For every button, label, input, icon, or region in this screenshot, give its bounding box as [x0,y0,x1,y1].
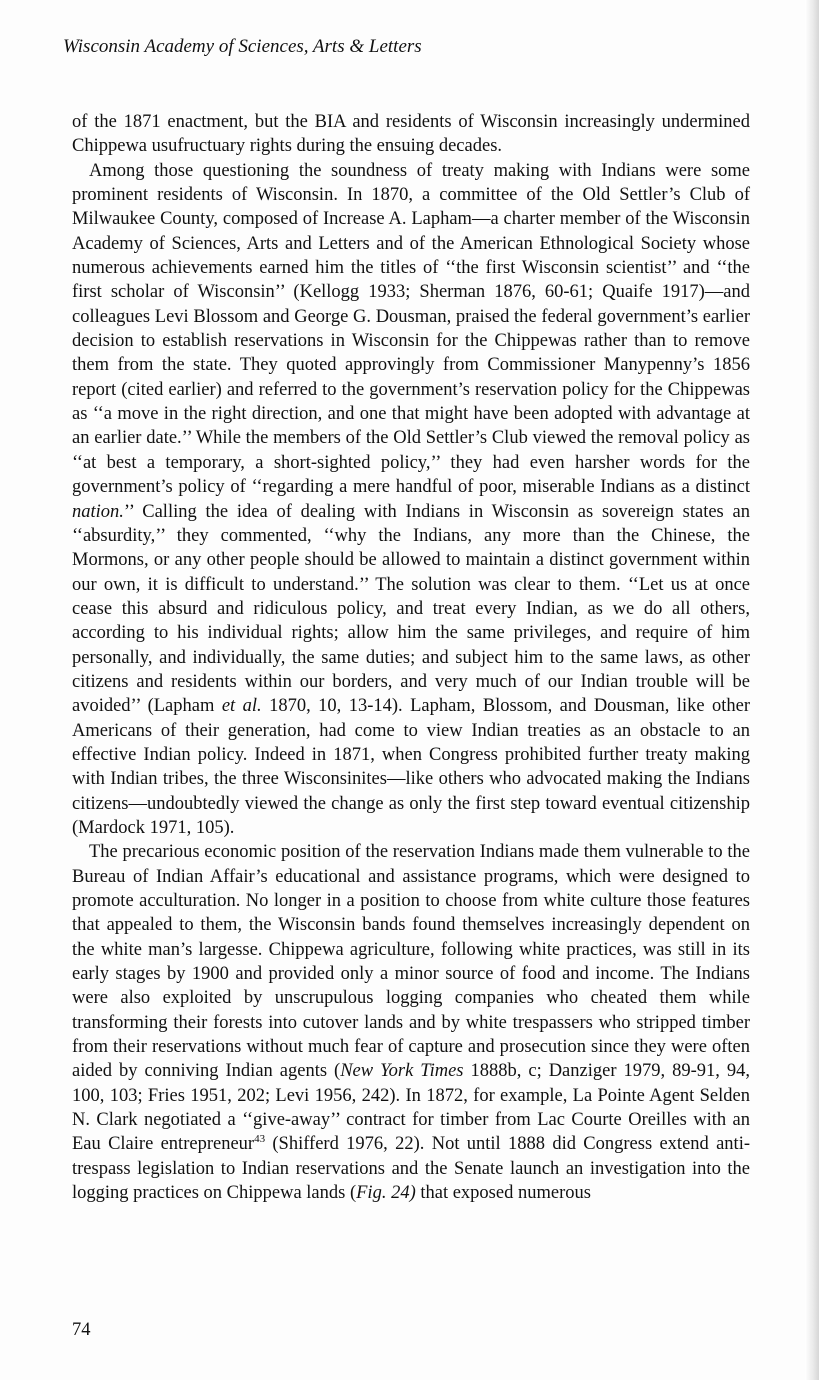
text-run: The precarious economic position of the reservation Indians made them vulnerable to the Bureau of Indian Affair’s educational and assistance programs, which were designed to promote acculturation. No longer in a position to choose from white culture those features that appealed to them, the Wisconsin bands found themselves increasingly dependent on the white man’s largesse. Chippewa agriculture, following white practices, was still in its early stages by 1900 and provided only a minor source of food and income. The Indians were also exploited by unscrupulous logging companies who cheated them while transforming their forests into cutover lands and by white trespassers who stripped timber from their reservations without much fear of capture and prosecution since they were often aided by conniving Indian agents ( [72,842,750,1082]
italic-text: nation. [72,501,124,522]
text-run: (Shifferd 1976, 22). Not until 1888 did Congress extend anti-trespass legislation to Indian reservations and the Senate launch an investigation into the logging practices on Chippewa lands ( [72,1134,750,1204]
text-run: 1870, 10, 13-14). Lapham, Blossom, and Dousman, like other Americans of their generation, had come to view Indian treaties as an obstacle to an effective Indian policy. Indeed in 1871, when Congress prohibited further treaty making with Indian tribes, the three Wisconsinites—like others who advocated making the Indians citizens—undoubtedly viewed the change as only the first step toward eventual citizenship (Mardock 1971, 105). [72,696,750,838]
page-number: 74 [72,1320,91,1340]
text-run: ’’ Calling the idea of dealing with Indians in Wisconsin as sovereign states an ‘‘absurdity,’’ they commented, ‘‘why the Indians, any more than the Chinese, the Mormons, or any other people should be allowed to maintain a distinct government within our own, it is difficult to understand.’’ The solution was clear to them. ‘‘Let us at once cease this absurd and ridiculous policy, and treat every Indian, as we do all others, according to his individual rights; allow him the same privileges, and require of him personally, and individually, the same duties; and subject him to the same laws, as other citizens and residents within our borders, and very much of our Indian trouble will be avoided’’ (Lapham [72,501,750,717]
paragraph-3 [72,840,750,1205]
italic-text: Fig. 24) [356,1183,416,1204]
paragraph-2 [72,159,750,841]
text-run: that exposed numerous [415,1183,591,1204]
body-text [72,110,750,1205]
text-run: of the 1871 enactment, but the BIA and residents of Wisconsin increasingly undermined Chippewa usufructuary rights during the ensuing decades. [72,112,750,157]
footnote-marker: 43 [254,1133,266,1146]
italic-text: New York Times [340,1061,464,1082]
text-run: Among those questioning the soundness of treaty making with Indians were some prominent residents of Wisconsin. In 1870, a committee of the Old Settler’s Club of Milwaukee County, composed of Increase A. Lapham—a charter member of the Wisconsin Academy of Sciences, Arts and Letters and of the American Ethnological Society whose numerous achievements earned him the titles of ‘‘the first Wisconsin scientist’’ and ‘‘the first scholar of Wisconsin’’ (Kellogg 1933; Sherman 1876, 60-61; Quaife 1917)—and colleagues Levi Blossom and George G. Dousman, praised the federal government’s earlier decision to establish reservations in Wisconsin for the Chippewas rather than to remove them from the state. They quoted approvingly from Commissioner Manypenny’s 1856 report (cited earlier) and referred to the government’s reservation policy for the Chippewas as ‘‘a move in the right direction, and one that might have been adopted with advantage at an earlier date.’’ While the members of the Old Settler’s Club viewed the removal policy as ‘‘at best a temporary, a short-sighted policy,’’ they had even harsher words for the government’s policy of ‘‘regarding a mere handful of poor, miserable Indians as a distinct [72,160,750,498]
page-edge-shadow [805,0,819,1380]
text-run: 1888b, c; Danziger 1979, 89-91, 94, 100, 103; Fries 1951, 202; Levi 1956, 242). In 1872, for example, La Pointe Agent Selden N. Clark negotiated a ‘‘give-away’’ contract for timber from Lac Courte Oreilles with an Eau Claire entrepreneur [72,1061,750,1155]
running-head: Wisconsin Academy of Sciences, Arts & Letters [63,36,422,57]
italic-text: et al. [221,696,262,717]
paragraph-1 [72,110,750,159]
